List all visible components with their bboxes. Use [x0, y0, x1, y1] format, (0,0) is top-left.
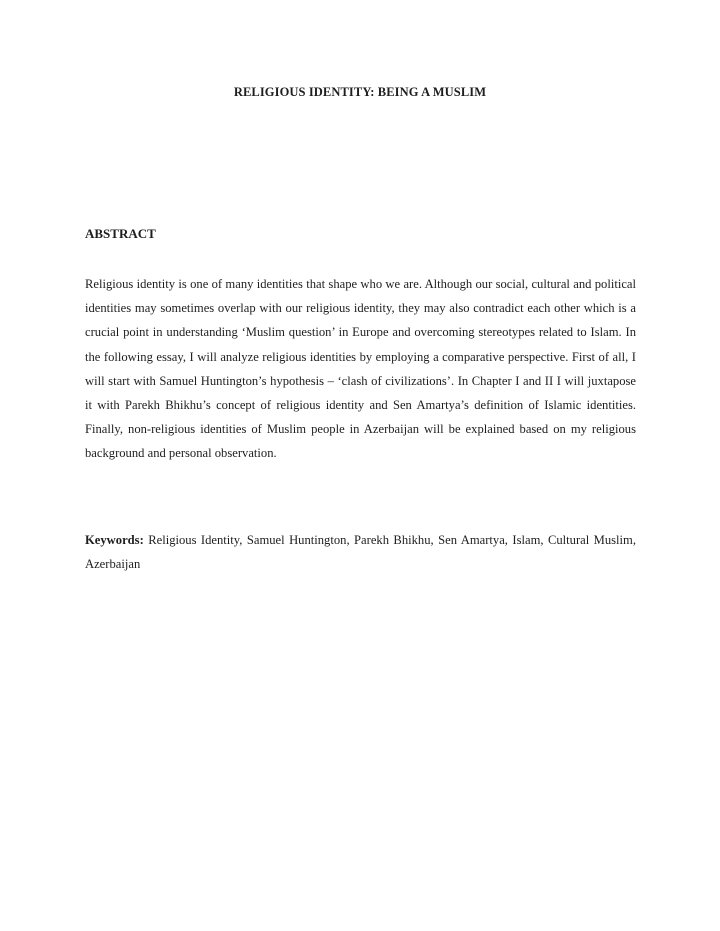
keywords-label: Keywords: [85, 533, 144, 547]
abstract-text: Religious identity is one of many identities that shape who we are. Although our social, cultural and political identities may sometimes overlap with our religious identity, they may also contradict each other which is a crucial point in understanding ‘Muslim question’ in Europe and overcoming stereotypes related to Islam. In the following essay, I will analyze religious identities by employing a comparative perspective. First of all, I will start with Samuel Huntington’s hypothesis – ‘clash of civilizations’. In Chapter I and II I will juxtapose it with Parekh Bhikhu’s concept of religious identity and Sen Amartya’s definition of Islamic identities. Finally, non-religious identities of Muslim people in Azerbaijan will be explained based on my religious background and personal observation. [85, 277, 636, 461]
keywords-paragraph [85, 528, 636, 576]
abstract-heading: ABSTRACT [85, 226, 156, 241]
keywords-text: Religious Identity, Samuel Huntington, Parekh Bhikhu, Sen Amartya, Islam, Cultural Muslim, Azerbaijan [85, 533, 636, 571]
document-title: RELIGIOUS IDENTITY: BEING A MUSLIM [233, 85, 487, 99]
